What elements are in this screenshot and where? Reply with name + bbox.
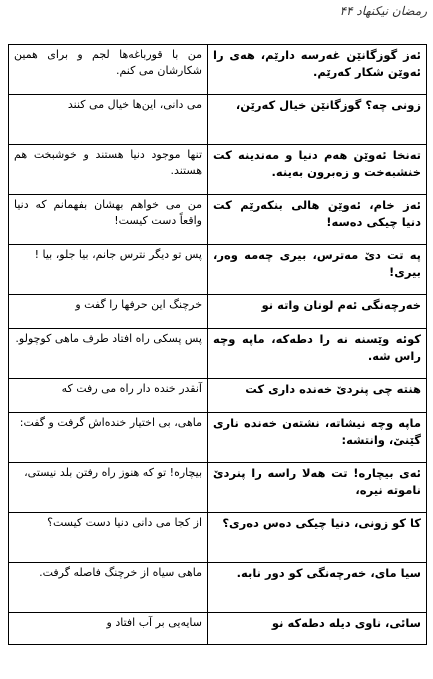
persian-cell: بیچاره! تو که هنوز راه رفتن بلد نیستی،	[9, 463, 208, 513]
page-title: رمضان نیکنهاد	[356, 4, 427, 18]
persian-cell: ماهی سیاه از خرچنگ فاصله گرفت.	[9, 563, 208, 613]
table-row	[9, 145, 427, 195]
kurdish-cell: پە تت دێ مەترس، بیری چەمە وەر، بیری!	[208, 245, 427, 295]
table-row	[9, 45, 427, 95]
persian-cell: خرچنگ این حرفها را گفت و	[9, 295, 208, 329]
table-row	[9, 613, 427, 645]
kurdish-cell: ئەز خام، ئەوێن هالی بنکەرێم کت دنیا چیکی دەسە!	[208, 195, 427, 245]
kurdish-cell: هنتە چی پنردێ خەندە داری کت	[208, 379, 427, 413]
kurdish-cell: کا کو زونی، دنیا چیکی دەس دەری؟	[208, 513, 427, 563]
table-row	[9, 295, 427, 329]
persian-cell: پس پسکی راه افتاد طرف ماهی کوچولو.	[9, 329, 208, 379]
kurdish-cell: تەنخا ئەوێن هەم دنیا و مەندینە کت خنشبەخت و زەبرون بەینە.	[208, 145, 427, 195]
persian-cell: سایه‌یی بر آب افتاد و	[9, 613, 208, 645]
table-row	[9, 329, 427, 379]
kurdish-cell: ئەی بیچارە! تت هەلا راسە را پنردێ ناموتە نیرە،	[208, 463, 427, 513]
kurdish-cell: ئەز گوزگانێن غەرسە دارێم، هەی را ئەوێن شکار کەرێم.	[208, 45, 427, 95]
table-row	[9, 413, 427, 463]
kurdish-cell: زونی چە؟ گوزگانێن خیال کەرێن،	[208, 95, 427, 145]
kurdish-cell: کوئە وێسنە نە را دطەکە، ماپە وچە راس شە.	[208, 329, 427, 379]
kurdish-cell: ماپە وچە نیشاتە، نشتەن خەندە ناری گێنێ، وانتشە:	[208, 413, 427, 463]
table-row	[9, 563, 427, 613]
persian-cell: از کجا می دانی دنیا دست کیست؟	[9, 513, 208, 563]
persian-cell: آنقدر خنده دار راه می رفت که	[9, 379, 208, 413]
table-row	[9, 463, 427, 513]
persian-cell: پس تو دیگر نترس جانم، بیا جلو، بیا !	[9, 245, 208, 295]
persian-cell: می دانی، این‌ها خیال می کنند	[9, 95, 208, 145]
page-number: ۴۴	[339, 4, 353, 18]
table-row	[9, 95, 427, 145]
bilingual-table	[8, 44, 427, 645]
kurdish-cell: خەرچەنگی ئەم لونان واتە نو	[208, 295, 427, 329]
persian-cell: تنها موجود دنیا هستند و خوشبخت هم هستند.	[9, 145, 208, 195]
kurdish-cell: سیا مای، خەرچەنگی کو دور نابە.	[208, 563, 427, 613]
persian-cell: ماهی، بی اختیار خنده‌اش گرفت و گفت:	[9, 413, 208, 463]
kurdish-cell: سائی، ناوی دیلە دطەکە نو	[208, 613, 427, 645]
table-row	[9, 379, 427, 413]
table-row	[9, 245, 427, 295]
persian-cell: من با قورباغه‌ها لجم و برای همین شکارشان می کنم.	[9, 45, 208, 95]
persian-cell: من می خواهم بهشان بفهمانم که دنیا واقعاً دست کیست!	[9, 195, 208, 245]
table-row	[9, 195, 427, 245]
page-header	[332, 4, 427, 26]
table-row	[9, 513, 427, 563]
